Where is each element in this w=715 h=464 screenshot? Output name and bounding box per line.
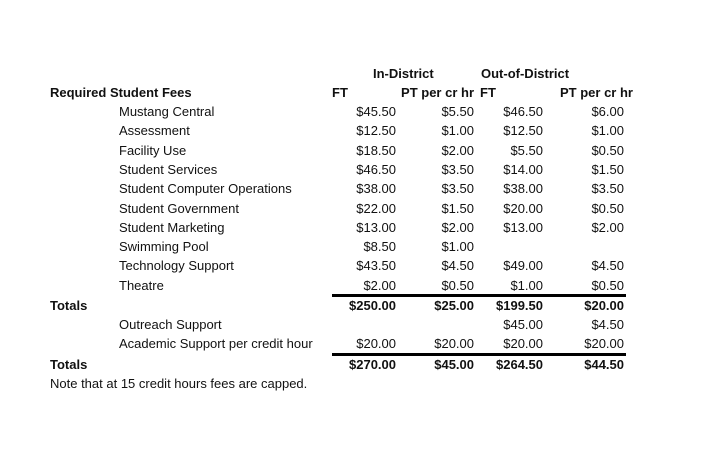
fee-in-pt: $3.50	[441, 181, 474, 197]
fee-in-ft: $18.50	[356, 142, 396, 158]
fee-in-pt: $4.50	[441, 258, 474, 274]
fee-in-ft: $43.50	[356, 258, 396, 274]
fee-name: Assessment	[119, 123, 190, 139]
fee-row	[0, 141, 715, 160]
fee-out-pt: $3.50	[591, 181, 624, 197]
fee-out-pt: $0.50	[591, 142, 624, 158]
fee-out-ft: $5.50	[510, 142, 543, 158]
group-header-row	[0, 64, 715, 83]
fee-in-ft: $38.00	[356, 181, 396, 197]
in-district-header: In-District	[373, 66, 434, 81]
fee-name: Student Government	[119, 200, 239, 216]
fee-name: Student Computer Operations	[119, 181, 292, 197]
fee-row	[0, 199, 715, 218]
fee-in-ft: $8.50	[363, 239, 396, 255]
fee-name: Facility Use	[119, 142, 187, 158]
fee-row	[0, 276, 715, 295]
fee-out-ft: $12.50	[503, 123, 543, 139]
fee-row	[0, 160, 715, 179]
note-row	[0, 374, 715, 393]
totals-label: Totals	[50, 298, 88, 313]
fee-row	[0, 237, 715, 256]
fee-out-ft: $13.00	[503, 219, 543, 235]
fee-in-ft: $20.00	[356, 336, 396, 351]
fee-out-ft: $38.00	[503, 181, 543, 197]
fee-out-pt: $1.00	[591, 123, 624, 139]
fee-in-ft: $13.00	[356, 219, 396, 235]
grand-total-out-ft: $264.50	[496, 357, 543, 372]
fee-in-pt: $1.00	[441, 239, 474, 255]
fee-in-pt: $20.00	[434, 336, 474, 351]
grand-totals-label: Totals	[50, 357, 88, 372]
fee-out-ft: $45.00	[503, 317, 543, 332]
fee-in-ft: $45.50	[356, 104, 396, 119]
fee-out-ft: $20.00	[503, 336, 543, 351]
out-pt-header: PT per cr hr	[560, 85, 633, 100]
fee-name: Outreach Support	[119, 317, 222, 332]
fee-in-pt: $1.00	[441, 123, 474, 139]
fee-out-pt: $2.00	[591, 219, 624, 235]
fee-out-ft: $20.00	[503, 200, 543, 216]
extra-row	[0, 315, 715, 334]
fee-name: Technology Support	[119, 258, 234, 274]
total-out-ft: $199.50	[496, 298, 543, 313]
fee-out-pt: $0.50	[591, 277, 624, 293]
fee-out-pt: $1.50	[591, 161, 624, 177]
fee-name: Student Marketing	[119, 219, 225, 235]
fee-row	[0, 102, 715, 121]
fee-in-pt: $2.00	[441, 219, 474, 235]
in-pt-header: PT per cr hr	[401, 85, 474, 100]
grand-total-in-pt: $45.00	[434, 357, 474, 372]
fee-name: Academic Support per credit hour	[119, 336, 313, 351]
fee-row	[0, 218, 715, 237]
fee-out-ft: $1.00	[510, 277, 543, 293]
section-label: Required Student Fees	[50, 85, 192, 100]
fee-out-pt: $20.00	[584, 336, 624, 351]
fee-out-pt: $4.50	[591, 258, 624, 274]
fee-name: Mustang Central	[119, 104, 215, 119]
total-out-pt: $20.00	[584, 298, 624, 313]
fee-out-pt: $0.50	[591, 200, 624, 216]
totals-row	[0, 296, 715, 315]
fee-out-pt: $4.50	[591, 317, 624, 332]
fee-name: Theatre	[119, 277, 164, 293]
cap-note: Note that at 15 credit hours fees are capped.	[50, 376, 308, 391]
fee-in-ft: $46.50	[356, 161, 396, 177]
fee-in-pt: $2.00	[441, 142, 474, 158]
fee-in-ft: $12.50	[356, 123, 396, 139]
in-ft-header: FT	[332, 85, 348, 100]
fee-row	[0, 179, 715, 198]
fee-in-pt: $5.50	[441, 104, 474, 119]
fee-name: Student Services	[119, 161, 218, 177]
fee-in-pt: $0.50	[441, 277, 474, 293]
fee-out-ft: $49.00	[503, 258, 543, 274]
fee-in-ft: $2.00	[363, 277, 396, 293]
fee-in-pt: $3.50	[441, 161, 474, 177]
total-in-ft: $250.00	[349, 298, 396, 313]
extra-row	[0, 334, 715, 353]
grand-total-out-pt: $44.50	[584, 357, 624, 372]
column-header-row	[0, 83, 715, 102]
total-in-pt: $25.00	[434, 298, 474, 313]
fee-row	[0, 121, 715, 140]
grand-totals-row	[0, 355, 715, 374]
fee-out-ft: $14.00	[503, 161, 543, 177]
fee-in-ft: $22.00	[356, 200, 396, 216]
fee-in-pt: $1.50	[441, 200, 474, 216]
fee-row	[0, 256, 715, 275]
fee-out-pt: $6.00	[591, 104, 624, 119]
fee-name: Swimming Pool	[119, 239, 209, 255]
out-of-district-header: Out-of-District	[481, 66, 570, 81]
fee-out-ft: $46.50	[503, 104, 543, 119]
grand-total-in-ft: $270.00	[349, 357, 396, 372]
out-ft-header: FT	[480, 85, 496, 100]
